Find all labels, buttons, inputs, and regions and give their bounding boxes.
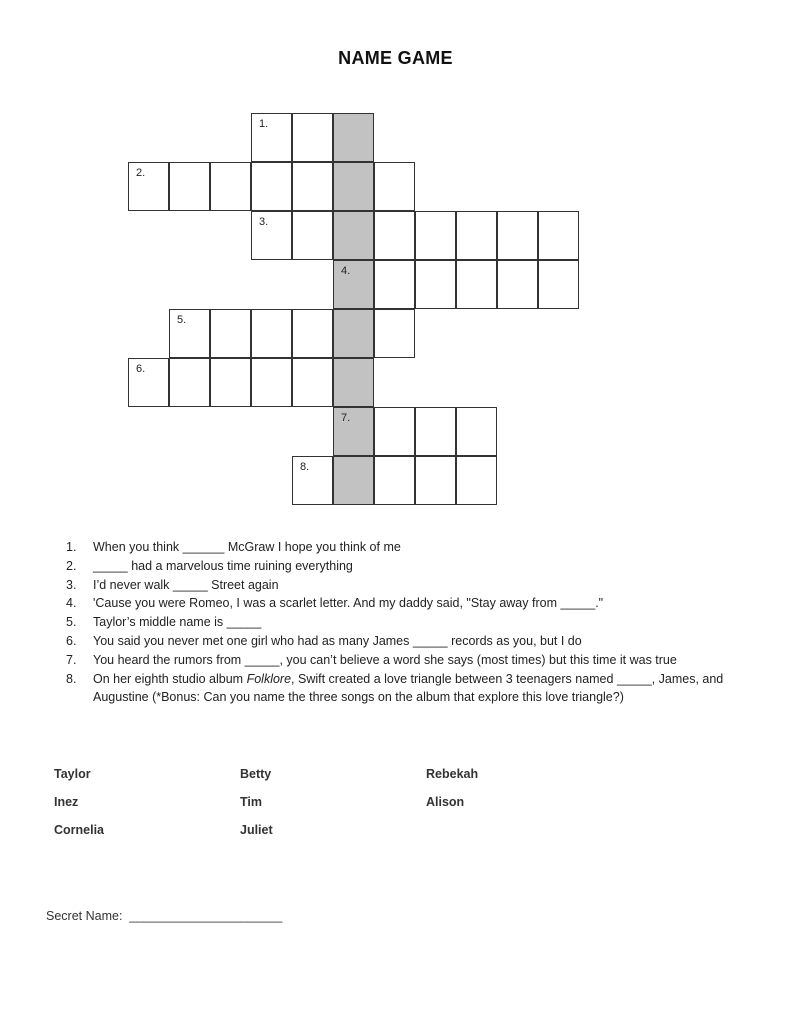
clue-item-text: When you think ______ McGraw I hope you think of me [93,540,401,554]
clue-item [66,576,766,595]
clue-number: 8. [300,461,310,473]
grid-cell[interactable] [169,309,210,358]
grid-cell[interactable] [415,260,456,309]
clue-item [66,613,766,632]
grid-cell[interactable] [251,309,292,358]
grid-cell[interactable] [456,456,497,505]
grid-cell[interactable] [538,260,579,309]
grid-cell[interactable] [333,358,374,407]
clue-item-number: 8. [66,671,77,686]
grid-cell[interactable] [374,309,415,358]
grid-cell[interactable] [497,260,538,309]
word-bank-item: Rebekah [426,767,479,781]
secret-name-blank[interactable]: ______________________ [129,909,283,923]
grid-cell[interactable] [374,211,415,260]
grid-cell[interactable] [374,162,415,211]
clue-item-text: You heard the rumors from _____, you can’t believe a word she says (most times) but this time it was true [93,652,677,667]
grid-cell[interactable] [497,211,538,260]
grid-cell[interactable] [292,309,333,358]
grid-cell[interactable] [415,407,456,456]
grid-cell[interactable] [538,211,579,260]
grid-cell[interactable] [251,358,292,407]
grid-cell[interactable] [374,407,415,456]
clue-list [66,538,766,707]
word-bank-item: Betty [240,767,272,781]
grid-cell[interactable] [128,358,169,407]
word-bank-item: Taylor [54,767,91,781]
grid-cell[interactable] [292,456,333,505]
grid-cell[interactable] [210,162,251,211]
grid-cell[interactable] [374,456,415,505]
grid-cell[interactable] [251,113,292,162]
grid-cell[interactable] [415,211,456,260]
clue-item-text: 'Cause you were Romeo, I was a scarlet letter. And my daddy said, "Stay away from _____." [93,596,604,611]
clue-item-number: 5. [66,615,77,630]
grid-cell[interactable] [333,309,374,358]
word-bank-item: Inez [54,795,79,809]
secret-name-line [46,909,282,923]
grid-cell[interactable] [333,407,374,456]
word-bank-item: Tim [240,795,262,809]
grid-cell[interactable] [456,211,497,260]
clue-item-number: 6. [66,633,77,648]
album-title: Folklore [246,671,292,686]
grid-cell[interactable] [292,162,333,211]
clue-number: 1. [259,118,269,130]
clue-item-text: _____ had a marvelous time ruining everything [93,558,353,573]
clue-item-text: I’d never walk _____ Street again [93,577,279,592]
grid-cell[interactable] [292,358,333,407]
grid-cell[interactable] [169,358,210,407]
clue-item-number: 7. [66,652,77,667]
clue-item-number: 1. [66,540,77,554]
clue-item-text: You said you never met one girl who had as many James _____ records as you, but I do [93,633,582,648]
grid-cell[interactable] [333,162,374,211]
clue-item [66,557,766,576]
clue-item [66,670,766,708]
clue-number: 7. [341,412,351,424]
clue-item-text: On her eighth studio album Folklore, Swift created a love triangle between 3 teenagers named _____, James, and Augustine (*Bonus: Can you name the three songs on the album that explore this love triangle?) [93,671,724,705]
grid-cell[interactable] [333,456,374,505]
grid-cell[interactable] [292,113,333,162]
word-bank-item: Juliet [240,823,273,837]
clue-number: 3. [259,216,269,228]
clue-item [66,651,766,670]
grid-cell[interactable] [251,211,292,260]
grid-cell[interactable] [374,260,415,309]
clue-number: 6. [136,363,146,375]
clue-number: 5. [177,314,187,326]
clue-item-number: 2. [66,558,77,573]
clue-item-text: Taylor’s middle name is _____ [93,615,262,630]
clue-item-number: 4. [66,596,77,611]
clue-number: 2. [136,167,146,179]
grid-cell[interactable] [333,211,374,260]
grid-cell[interactable] [169,162,210,211]
grid-cell[interactable] [128,162,169,211]
clue-number: 4. [341,265,351,277]
clue-item [66,538,766,557]
word-bank-item: Alison [426,795,465,809]
page-title: NAME GAME [338,48,453,68]
grid-cell[interactable] [415,456,456,505]
grid-cell[interactable] [456,407,497,456]
grid-cell[interactable] [210,309,251,358]
clue-item-number: 3. [66,577,77,592]
secret-name-label: Secret Name: [46,909,123,923]
grid-cell[interactable] [292,211,333,260]
word-bank-item: Cornelia [54,823,105,837]
clue-item [66,632,766,651]
grid-cell[interactable] [251,162,292,211]
grid-cell[interactable] [456,260,497,309]
grid-cell[interactable] [333,260,374,309]
grid-cell[interactable] [210,358,251,407]
grid-cell[interactable] [333,113,374,162]
clue-item [66,594,766,613]
